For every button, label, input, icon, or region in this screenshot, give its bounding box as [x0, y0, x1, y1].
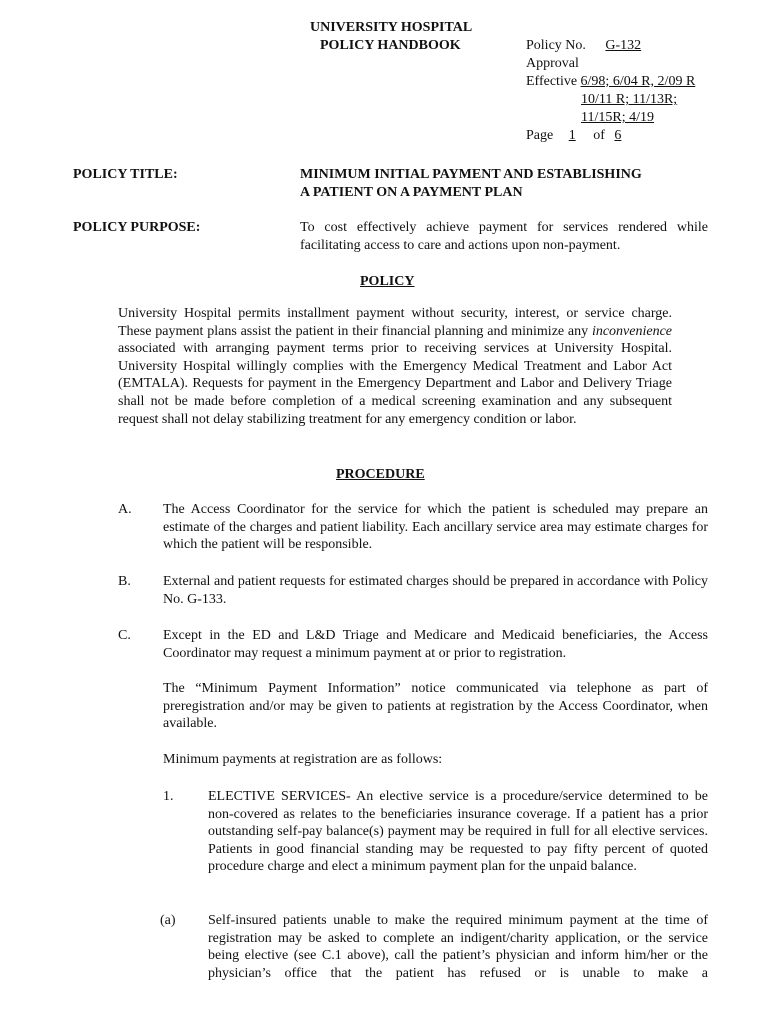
effective-label: Effective — [526, 74, 578, 89]
policy-text-emphasis: inconvenience — [591, 323, 672, 339]
subitem-1-text: ELECTIVE SERVICES- An elective service is a procedure/service determined to be non-covered as relates to the beneficiaries insurance coverage. If a patient has a prior outstanding self-pay balance(s) payment may be required in full for all elective services. Patients in good financial standing may be requested to pay fifty percent of quoted procedure charge and elect a minimum payment plan for the unpaid balance. — [208, 789, 708, 875]
effective-dates-line2: 10/11 R; 11/13R; — [581, 92, 678, 107]
effective-dates — [526, 73, 695, 91]
policy-purpose-line2: facilitating access to care and actions upon non-payment. — [300, 238, 621, 253]
page-indicator — [526, 127, 631, 145]
page-label: Page — [526, 128, 554, 143]
policy-number — [526, 37, 657, 55]
policy-title-line1: MINIMUM INITIAL PAYMENT AND ESTABLISHING — [300, 167, 642, 182]
effective-dates-line3: 11/15R; 4/19 — [581, 110, 654, 125]
item-c-marker: C. — [118, 628, 131, 643]
item-b-text: External and patient requests for estimated charges should be prepared in accordance with Policy No. G-133. — [163, 574, 708, 607]
item-c-text: Except in the ED and L&D Triage and Medicare and Medicaid beneficiaries, the Access Coordinator may request a minimum payment at or prior to registration. — [163, 628, 708, 661]
page-of-label: of — [593, 128, 605, 143]
item-a-marker: A. — [118, 502, 132, 517]
policy-text-part1: University Hospital permits installment payment without security, interest, or service charge. These payment plans assist the patient in their financial planning and minimize any — [118, 306, 672, 339]
item-c-paragraph2: The “Minimum Payment Information” notice communicated via telephone as part of preregistration and/or may be given to patients at registration by the Access Coordinator, when available. — [163, 681, 708, 732]
procedure-heading: PROCEDURE — [336, 467, 425, 482]
handbook-title: POLICY HANDBOOK — [320, 38, 461, 53]
effective-dates-line1: 6/98; 6/04 R, 2/09 R — [580, 74, 696, 89]
policy-title-line2: A PATIENT ON A PAYMENT PLAN — [300, 185, 523, 200]
subitem-1-marker: 1. — [163, 789, 174, 804]
subitem-a-marker: (a) — [160, 913, 176, 928]
policy-number-value: G-132 — [605, 38, 642, 53]
item-c-paragraph3: Minimum payments at registration are as follows: — [163, 752, 443, 767]
policy-number-label: Policy No. — [526, 38, 586, 53]
item-b-marker: B. — [118, 574, 131, 589]
policy-purpose-line1: To cost effectively achieve payment for services rendered while — [300, 220, 708, 235]
policy-paragraph — [118, 305, 672, 428]
policy-text-part2: associated with arranging payment terms prior to receiving services at University Hospital. University Hospital willingly complies with the Emergency Medical Treatment and Labor Act (EMTALA). Requests for payment in the Emergency Department and Labor and Delivery Triage shall not be made before completion of a medical screening examination and any subsequent request shall not delay stabilizing treatment for any emergency condition or labor. — [118, 341, 672, 427]
policy-title-label: POLICY TITLE: — [73, 167, 178, 182]
hospital-name: UNIVERSITY HOSPITAL — [310, 20, 473, 35]
page-current: 1 — [568, 128, 576, 143]
policy-heading: POLICY — [360, 274, 415, 289]
subitem-a-text: Self-insured patients unable to make the required minimum payment at the time of registration may be asked to complete an indigent/charity application, or the service being elective (see C.1 above), call the patient’s physician and inform him/her or the physician’s office that the patient has refused or is unable to make a — [208, 913, 708, 981]
approval-label: Approval — [526, 56, 579, 71]
item-a-text: The Access Coordinator for the service for which the patient is scheduled may prepare an estimate of the charges and patient liability. Each ancillary service area may estimate charges for which the patient will be responsible. — [163, 502, 708, 553]
policy-purpose-label: POLICY PURPOSE: — [73, 220, 201, 235]
page-total: 6 — [614, 128, 622, 143]
